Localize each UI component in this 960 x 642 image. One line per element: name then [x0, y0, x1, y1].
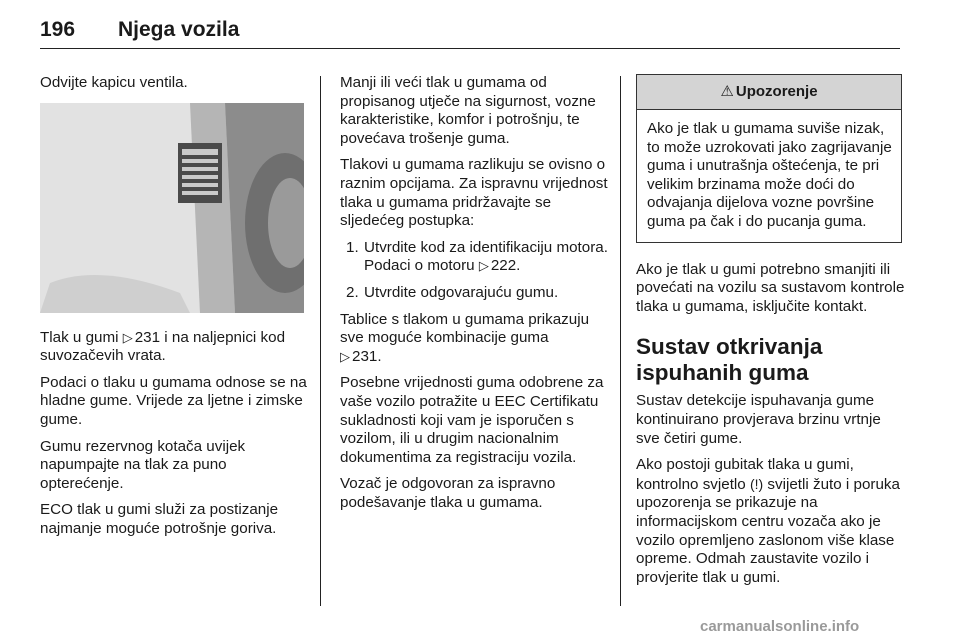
step-item: 1. Utvrdite kod za identifikaciju motora. Podaci o motoru ▷ 222.	[346, 238, 608, 275]
door-sticker-photo	[40, 103, 304, 313]
paragraph: Podaci o tlaku u gumama odnose se na hladne gume. Vrijede za ljetne i zimske gume.	[40, 373, 307, 428]
watermark: carmanualsonline.info	[700, 618, 860, 635]
paragraph: Manji ili veći tlak u gumama od propisanog utječe na sigurnost, vozne karakteristike, komfor i potrošnju, te povećava trošenje guma.	[340, 74, 596, 147]
paragraph: Tablice s tlakom u gumama prikazuju sve moguće kombinacije guma ▷ 231.	[340, 310, 590, 365]
paragraph: Vozač je odgovoran za ispravno podešavanje tlaka u gumama.	[340, 475, 556, 511]
column-divider	[620, 76, 621, 606]
page-header	[40, 16, 900, 49]
warning-header: ⚠ Upozorenje	[637, 75, 901, 110]
tire-pressure-ref: Tlak u gumi ▷ 231 i na naljepnici kod suvozačevih vrata.	[40, 328, 286, 365]
paragraph: ECO tlak u gumi služi za postizanje najmanje moguće potrošnje goriva.	[40, 501, 279, 537]
paragraph: Gumu rezervnog kotača uvijek napumpajte na tlak za puno opterećenje.	[40, 437, 246, 492]
door-sticker-illustration	[40, 103, 304, 313]
chapter-title: Njega vozila	[118, 18, 240, 41]
paragraph: Tlakovi u gumama razlikuju se ovisno o raznim opcijama. Za ispravnu vrijednost tlaka u gumama pridržavajte se sljedećeg postupka:	[340, 156, 608, 230]
column-3	[636, 74, 908, 595]
column-1	[40, 74, 308, 547]
paragraph: Sustav detekcije ispuhavanja gume kontinuirano provjerava brzinu vrtnje sve četiri gume.	[636, 392, 881, 447]
paragraph: Ako je tlak u gumi potrebno smanjiti ili povećati na vozilu sa sustavom kontrole tlaka u gumama, isključite kontakt.	[636, 260, 905, 315]
paragraph: Ako postoji gubitak tlaka u gumi, kontrolno svjetlo (!) svijetli žuto i poruka upozorenja se prikazuje na informacijskom centru vozača ako je vozilo opremljeno zaslonom više klase opreme. Odmah zaustavite vozilo i provjerite tlak u gumi.	[636, 456, 900, 586]
column-divider	[320, 76, 321, 606]
ref-triangle-icon: ▷	[122, 329, 133, 345]
section-title: Sustav otkrivanja ispuhanih guma	[636, 334, 823, 386]
ref-triangle-icon: ▷	[478, 258, 489, 274]
intro-text: Odvijte kapicu ventila.	[40, 74, 188, 91]
warning-triangle-icon: ⚠	[720, 83, 734, 100]
ref-triangle-icon: ▷	[340, 348, 350, 364]
warning-text: Ako je tlak u gumama suviše nizak, to može uzrokovati jako zagrijavanje guma i unutrašnja oštećenja, te pri velikim brzinama može doći do odvajanja dijelova vozne površine guma pa čak i do pucanja guma.	[647, 120, 892, 230]
step-item: 2. Utvrdite odgovarajuću gumu.	[346, 283, 559, 301]
column-2	[340, 74, 608, 520]
procedure-steps	[340, 239, 608, 303]
tire-pressure-icon: (!)	[749, 475, 764, 492]
paragraph: Posebne vrijednosti guma odobrene za vaše vozilo potražite u EEC Certifikatu sukladnosti koji vam je isporučen s vozilom, ili u drugim nacionalnim dokumentima za registraciju vozila.	[340, 374, 604, 466]
warning-box	[636, 74, 902, 243]
page-number: 196	[40, 18, 76, 41]
